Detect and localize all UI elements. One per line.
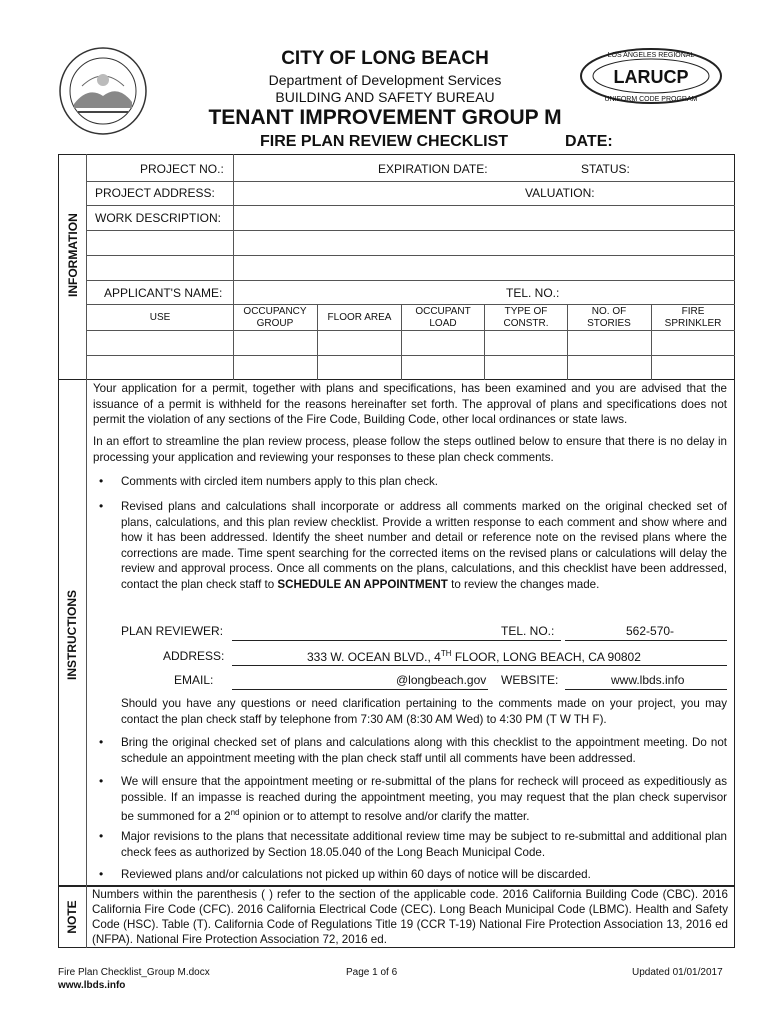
department-name: Department of Development Services xyxy=(268,72,502,88)
instructions-side-label: INSTRUCTIONS xyxy=(65,590,79,680)
questions-paragraph: Should you have any questions or need clarification pertaining to the comments made on your project, you may contact the plan check staff by telephone from 7:30 AM (8:30 AM Wed) to 4:30 PM (T W TH F). xyxy=(121,697,727,726)
expiration-date-label: EXPIRATION DATE: xyxy=(378,162,488,176)
col-floor-area: FLOOR AREA xyxy=(327,312,392,323)
footer-updated: Updated 01/01/2017 xyxy=(632,967,723,978)
footer-filename: Fire Plan Checklist_Group M.docx xyxy=(58,967,210,978)
website-value[interactable]: www.lbds.info xyxy=(611,673,685,687)
bullet-appointment-meeting: We will ensure that the appointment meeting or re-submittal of the plans for recheck will proceed as expeditiously as possible. If an impasse is reached during the appointment meeting, you may request that the plan check supervisor be summoned for a 2nd opinion or to attempt to resolve and/or clarify the matter. xyxy=(121,775,727,824)
col-use: USE xyxy=(149,312,171,323)
bullet-bring-plans: Bring the original checked set of plans and calculations along with this checklist to the appointment meeting. Do not schedule an appointment meeting with the plan check staff until all comments have been addressed. xyxy=(121,736,727,765)
date-label: DATE: xyxy=(565,133,613,150)
tel-label: TEL. NO.: xyxy=(506,286,560,300)
col-fire-sprinkler: FIRE SPRINKLER xyxy=(664,306,722,329)
footer-website[interactable]: www.lbds.info xyxy=(58,980,126,991)
col-no-of-stories: NO. OF STORIES xyxy=(587,306,631,329)
city-title: CITY OF LONG BEACH xyxy=(281,48,489,69)
work-description-label: WORK DESCRIPTION: xyxy=(95,211,222,225)
streamline-paragraph: In an effort to streamline the plan review process, please follow the steps outlined below to ensure that there is no delay in processing your application and reviewing your responses to these plan check comments. xyxy=(93,435,727,464)
valuation-label: VALUATION: xyxy=(525,186,595,200)
col-occupancy-group: OCCUPANCY GROUP xyxy=(243,306,307,329)
bullet-major-revisions: Major revisions to the plans that necessitate additional review time may be subject to re-submittal and additional plan check fees as authorized by Section 18.05.040 of the Long Beach Municipal Code. xyxy=(121,830,727,859)
logo-text: LARUCP xyxy=(613,67,689,87)
bullet-discard-notice: Reviewed plans and/or calculations not picked up within 60 days of notice will be discarded. xyxy=(121,868,591,881)
col-type-of-constr: TYPE OF CONSTR. xyxy=(503,306,549,329)
checklist-title: FIRE PLAN REVIEW CHECKLIST xyxy=(260,133,509,150)
footer-page: Page 1 of 6 xyxy=(346,967,398,978)
document-title: TENANT IMPROVEMENT GROUP M xyxy=(208,106,562,129)
status-label: STATUS: xyxy=(581,162,630,176)
intro-paragraph: Your application for a permit, together with plans and specifications, has been examined and you are advised that the issuance of a permit is withheld for the reasons hereinafter set forth. The approval of plans and specifications does not permit the violation of any sections of the Fire Code, Building Code, other local ordinances or state laws. xyxy=(93,382,727,427)
project-no-label: PROJECT NO.: xyxy=(140,162,224,176)
address-value: 333 W. OCEAN BLVD., 4TH FLOOR, LONG BEACH, CA 90802 xyxy=(307,649,641,664)
bullet-circled-items: Comments with circled item numbers apply to this plan check. xyxy=(121,475,439,488)
information-side-label: INFORMATION xyxy=(66,213,80,297)
project-address-label: PROJECT ADDRESS: xyxy=(95,186,215,200)
col-occupant-load: OCCUPANT LOAD xyxy=(415,306,471,329)
address-label: ADDRESS: xyxy=(163,649,225,663)
email-label: EMAIL: xyxy=(174,673,214,687)
applicant-name-label: APPLICANT'S NAME: xyxy=(104,286,223,300)
note-text: Numbers within the parenthesis ( ) refer to the section of the applicable code. 2016 California Building Code (CBC). 2016 California Fire Code (CFC). 2016 California Electrical Code (CEC). Long Beach Municipal Code (LBMC). Health and Safety Code (HSC). Table (T). California Code of Regulations Title 19 (CCR T-19) National Fire Protection Association 13, 2016 ed (NFPA). National Fire Protection Association 72, 2016 ed. xyxy=(92,888,728,946)
bullet-revised-plans: Revised plans and calculations shall incorporate or address all comments marked on the original checked set of plans, calculations, and this plan review checklist. Provide a written response to each comment and show where and how it has been addressed. Identify the sheet number and detail or reference note on the revised plans where the corrections are made. Time spent searching for the corrected items on the revised plans or calculations will delay the review and approval process. Once all comments on the plans, calculations, and this checklist have been addressed, contact the plan check staff to SCHEDULE AN APPOINTMENT to review the changes made. xyxy=(121,500,727,591)
note-side-label: NOTE xyxy=(65,900,79,934)
logo-arc-bottom: UNIFORM CODE PROGRAM xyxy=(604,96,698,103)
logo-arc-top: LOS ANGELES REGIONAL xyxy=(607,52,695,59)
email-value: @longbeach.gov xyxy=(396,673,487,687)
schedule-appointment-text: SCHEDULE AN APPOINTMENT xyxy=(277,577,448,591)
bureau-name: BUILDING AND SAFETY BUREAU xyxy=(275,89,495,105)
reviewer-tel-value: 562-570- xyxy=(626,624,675,638)
reviewer-tel-label: TEL. NO.: xyxy=(501,624,555,638)
website-label: WEBSITE: xyxy=(501,673,559,687)
plan-reviewer-label: PLAN REVIEWER: xyxy=(121,624,224,638)
